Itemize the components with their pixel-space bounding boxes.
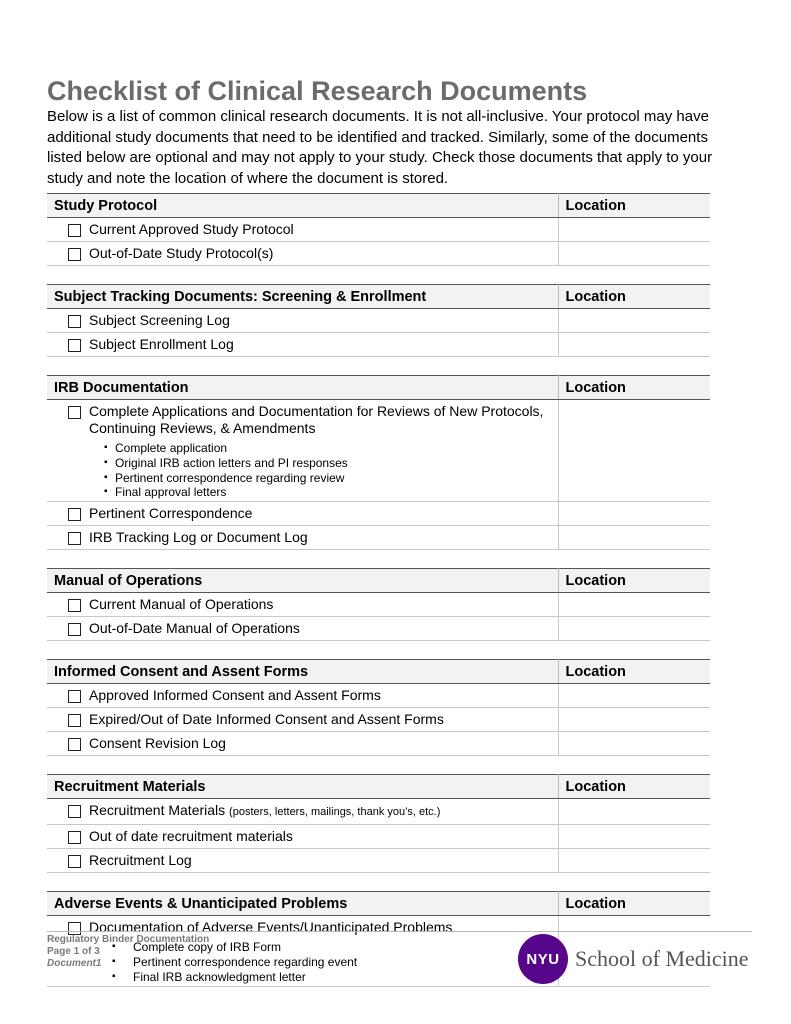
checklist-item [47,732,558,755]
checklist-row [47,309,710,333]
checkbox[interactable] [68,599,81,612]
checkbox[interactable] [68,508,81,521]
location-cell[interactable] [558,825,710,849]
section-heading: Manual of Operations [47,569,558,593]
section-header-row [47,775,710,799]
subitem: ▪ Complete application [104,441,558,456]
checklist-item [47,333,558,356]
item-label: IRB Tracking Log or Document Log [89,529,308,546]
checkbox[interactable] [68,248,81,261]
subitem: ▪ Pertinent correspondence regarding event [112,955,558,970]
item-label: Out of date recruitment materials [89,828,293,845]
document-cell [47,617,558,641]
item-text [89,403,558,437]
subitem: ▪ Pertinent correspondence regarding review [104,471,558,486]
location-column-header: Location [558,194,710,218]
checkbox[interactable] [68,315,81,328]
location-cell[interactable] [558,502,710,526]
item-label: Out-of-Date Study Protocol(s) [89,245,274,261]
location-cell[interactable] [558,732,710,756]
location-column-header: Location [558,376,710,400]
footer-title: Regulatory Binder Documentation [47,934,210,945]
checklist-item [47,218,558,241]
document-cell [47,526,558,550]
subitem: ▪ Complete copy of IRB Form [112,940,558,955]
section-table [47,284,710,357]
location-cell[interactable] [558,218,710,242]
checkbox[interactable] [68,690,81,703]
location-cell[interactable] [558,617,710,641]
location-cell[interactable] [558,593,710,617]
item-label: Subject Screening Log [89,312,230,328]
item-text [89,711,444,728]
item-label: Complete Applications and Documentation for Reviews of New Protocols, Continuing Reviews, & Amendments [89,403,544,436]
item-text [89,802,440,821]
checkbox[interactable] [68,623,81,636]
document-cell [47,218,558,242]
location-cell[interactable] [558,526,710,550]
document-cell [47,242,558,266]
checklist-row [47,218,710,242]
item-text [89,312,230,329]
section-heading: Subject Tracking Documents: Screening & Enrollment [47,285,558,309]
location-column-header: Location [558,775,710,799]
location-column-header: Location [558,285,710,309]
item-text [89,596,273,613]
section-table [47,659,710,756]
section-gap [47,641,710,659]
item-label: Consent Revision Log [89,735,226,752]
location-cell[interactable] [558,684,710,708]
section-gap [47,550,710,568]
checkbox[interactable] [68,339,81,352]
section-table [47,375,710,550]
checklist-row [47,684,710,708]
footer-page-number: Page 1 of 3 [47,946,100,957]
footer-divider [47,931,752,932]
item-text [89,620,300,637]
checklist-row [47,732,710,756]
item-text [89,505,252,522]
checklist-row [47,242,710,266]
section-gap [47,357,710,375]
checklist-row [47,825,710,849]
section-header-row [47,892,710,916]
location-cell[interactable] [558,309,710,333]
section-table [47,193,710,266]
document-cell [47,502,558,526]
section-header-row [47,569,710,593]
section-header-row [47,285,710,309]
checkbox[interactable] [68,831,81,844]
document-cell [47,333,558,357]
checkbox[interactable] [68,855,81,868]
section-heading: Study Protocol [47,194,558,218]
subitem: ▪ Final approval letters [104,485,558,500]
location-column-header: Location [558,892,710,916]
intro-paragraph: Below is a list of common clinical research documents. It is not all-inclusive. Your protocol may have additional study documents that need to be identified and tracked. Similarly, some of the documents listed below are optional and may not apply to your study. Check those documents that apply to your study and note the location of where the document is stored. [47,108,713,187]
document-cell [47,708,558,732]
item-text [89,687,381,704]
document-cell [47,309,558,333]
checklist-item [47,593,558,616]
item-label: Current Approved Study Protocol [89,221,294,237]
subitem: ▪ Original IRB action letters and PI responses [104,456,558,471]
checklist-row [47,708,710,732]
location-cell[interactable] [558,708,710,732]
item-label: Current Manual of Operations [89,596,274,613]
item-text [89,529,308,546]
subitem-list [47,441,558,500]
checklist-row [47,593,710,617]
checklist-item [47,502,558,525]
checklist-sections [47,193,710,987]
nyu-logo-mark: NYU [518,934,568,984]
checklist-row [47,400,710,502]
item-text [89,735,226,752]
document-cell [47,593,558,617]
item-text [89,828,293,845]
location-cell[interactable] [558,849,710,873]
section-gap [47,756,710,774]
item-text [89,221,294,238]
checklist-item [47,708,558,731]
checklist-row [47,502,710,526]
footer-document-name: Document1 [47,958,102,969]
location-column-header: Location [558,660,710,684]
subitem: ▪ Final IRB acknowledgment letter [112,970,558,985]
checkbox[interactable] [68,224,81,237]
location-cell[interactable] [558,333,710,357]
nyu-logo [518,934,749,984]
checkbox[interactable] [68,406,81,419]
checklist-item [47,242,558,265]
checkbox[interactable] [68,532,81,545]
section-heading: Adverse Events & Unanticipated Problems [47,892,558,916]
section-gap [47,873,710,891]
document-cell [47,400,558,502]
footer [47,934,209,970]
item-text [89,336,234,353]
checkbox[interactable] [68,738,81,751]
item-label: Recruitment Materials [89,802,226,819]
location-cell[interactable] [558,799,710,825]
section-table [47,568,710,641]
checklist-item [47,526,558,549]
item-label: Expired/Out of Date Informed Consent and Assent Forms [89,711,444,728]
section-header-row [47,194,710,218]
checkbox[interactable] [68,714,81,727]
item-label: Subject Enrollment Log [89,336,234,352]
section-header-row [47,660,710,684]
item-label: Out-of-Date Manual of Operations [89,620,300,637]
location-cell[interactable] [558,400,710,502]
document-cell [47,825,558,849]
document-cell [47,799,558,825]
section-heading: IRB Documentation [47,376,558,400]
checklist-item [47,617,558,640]
section-heading: Informed Consent and Assent Forms [47,660,558,684]
checklist-item [47,849,558,872]
checklist-row [47,799,710,825]
checklist-row [47,333,710,357]
checklist-row [47,526,710,550]
checklist-item [47,825,558,848]
checkbox[interactable] [68,805,81,818]
section-table [47,774,710,873]
checklist-row [47,617,710,641]
checklist-item [47,684,558,707]
checklist-row [47,849,710,873]
checklist-item [47,309,558,332]
item-label: Approved Informed Consent and Assent Forms [89,687,381,704]
section-heading: Recruitment Materials [47,775,558,799]
checklist-item [47,400,558,440]
location-column-header: Location [558,569,710,593]
item-note: (posters, letters, mailings, thank you’s, etc.) [229,806,441,819]
nyu-logo-text: School of Medicine [575,946,749,971]
item-label: Documentation of Adverse Events/Unanticipated Problems [89,919,453,936]
item-text [89,245,273,262]
document-cell [47,849,558,873]
item-label: Pertinent Correspondence [89,505,253,522]
document-cell [47,684,558,708]
document-cell [47,732,558,756]
item-label: Recruitment Log [89,852,192,869]
item-text [89,852,192,869]
section-gap [47,266,710,284]
location-cell[interactable] [558,242,710,266]
checklist-item [47,799,558,824]
section-header-row [47,376,710,400]
page-title: Checklist of Clinical Research Documents [47,76,588,106]
